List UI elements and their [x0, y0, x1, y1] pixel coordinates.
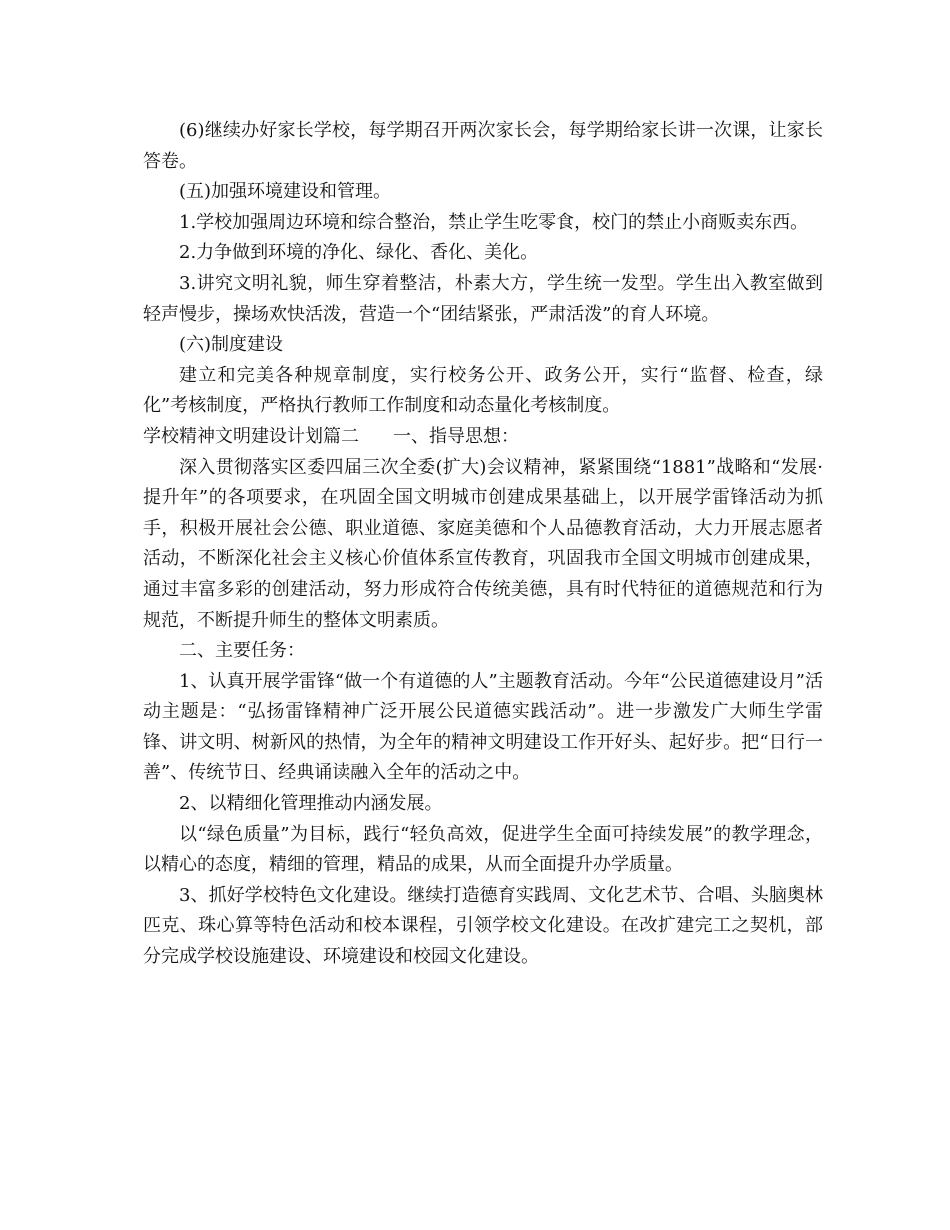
- section-title-line: [143, 422, 823, 453]
- paragraph-task-2: 2、以精细化管理推动内涵发展。: [179, 793, 443, 815]
- paragraph-parent-school: (6)继续办好家长学校，每学期召开两次家长会，每学期给家长讲一次课，让家长答卷。: [143, 120, 823, 172]
- heading-main-tasks: 二、主要任务：: [179, 640, 305, 662]
- paragraph-environment-2: 2.力争做到环境的净化、绿化、香化、美化。: [179, 242, 539, 264]
- paragraph-task-1: 1、认真开展学雷锋“做一个有道德的人”主题教育活动。今年“公民道德建设月”活动主题是：“弘扬雷锋精神广泛开展公民道德实践活动”。进一步激发广大师生学雷锋、讲文明、树新风的热情，为全年的精神文明建设工作开好头、起好步。把“日行一善”、传统节日、经典诵读融入全年的活动之中。: [143, 670, 823, 784]
- guiding-idea-heading: 一、指导思想：: [393, 425, 519, 447]
- paragraph-task-2-detail: 以“绿色质量”为目标，践行“轻负高效，促进学生全面可持续发展”的教学理念，以精心的态度，精细的管理，精品的成果，从而全面提升办学质量。: [143, 823, 823, 876]
- section-title: 学校精神文明建设计划篇二: [143, 425, 359, 447]
- paragraph-system: 建立和完美各种规章制度，实行校务公开、政务公开，实行“监督、检查，绿化”考核制度，严格执行教师工作制度和动态量化考核制度。: [143, 364, 823, 417]
- paragraph-environment-3: 3.讲究文明礼貌，师生穿着整洁，朴素大方，学生统一发型。学生出入教室做到轻声慢步，操场欢快活泼，营造一个“团结紧张，严肃活泼”的育人环境。: [143, 272, 823, 325]
- heading-system: (六)制度建设: [179, 334, 284, 356]
- paragraph-environment-1: 1.学校加强周边环境和综合整治，禁止学生吃零食，校门的禁止小商贩卖东西。: [179, 211, 809, 233]
- paragraph-task-3: 3、抓好学校特色文化建设。继续打造德育实践周、文化艺术节、合唱、头脑奥林匹克、珠心算等特色活动和校本课程，引领学校文化建设。在改扩建完工之契机，部分完成学校设施建设、环境建设和校园文化建设。: [143, 884, 823, 968]
- document-body: [143, 116, 823, 973]
- heading-environment: (五)加强环境建设和管理。: [179, 181, 392, 203]
- paragraph-guiding-idea: 深入贯彻落实区委四届三次全委(扩大)会议精神，紧紧围绕“1881”战略和“发展·提升年”的各项要求，在巩固全国文明城市创建成果基础上，以开展学雷锋活动为抓手，积极开展社会公德、职业道德、家庭美德和个人品德教育活动，大力开展志愿者活动，不断深化社会主义核心价值体系宣传教育，巩固我市全国文明城市创建成果，通过丰富多彩的创建活动，努力形成符合传统美德，具有时代特征的道德规范和行为规范，不断提升师生的整体文明素质。: [143, 456, 823, 631]
